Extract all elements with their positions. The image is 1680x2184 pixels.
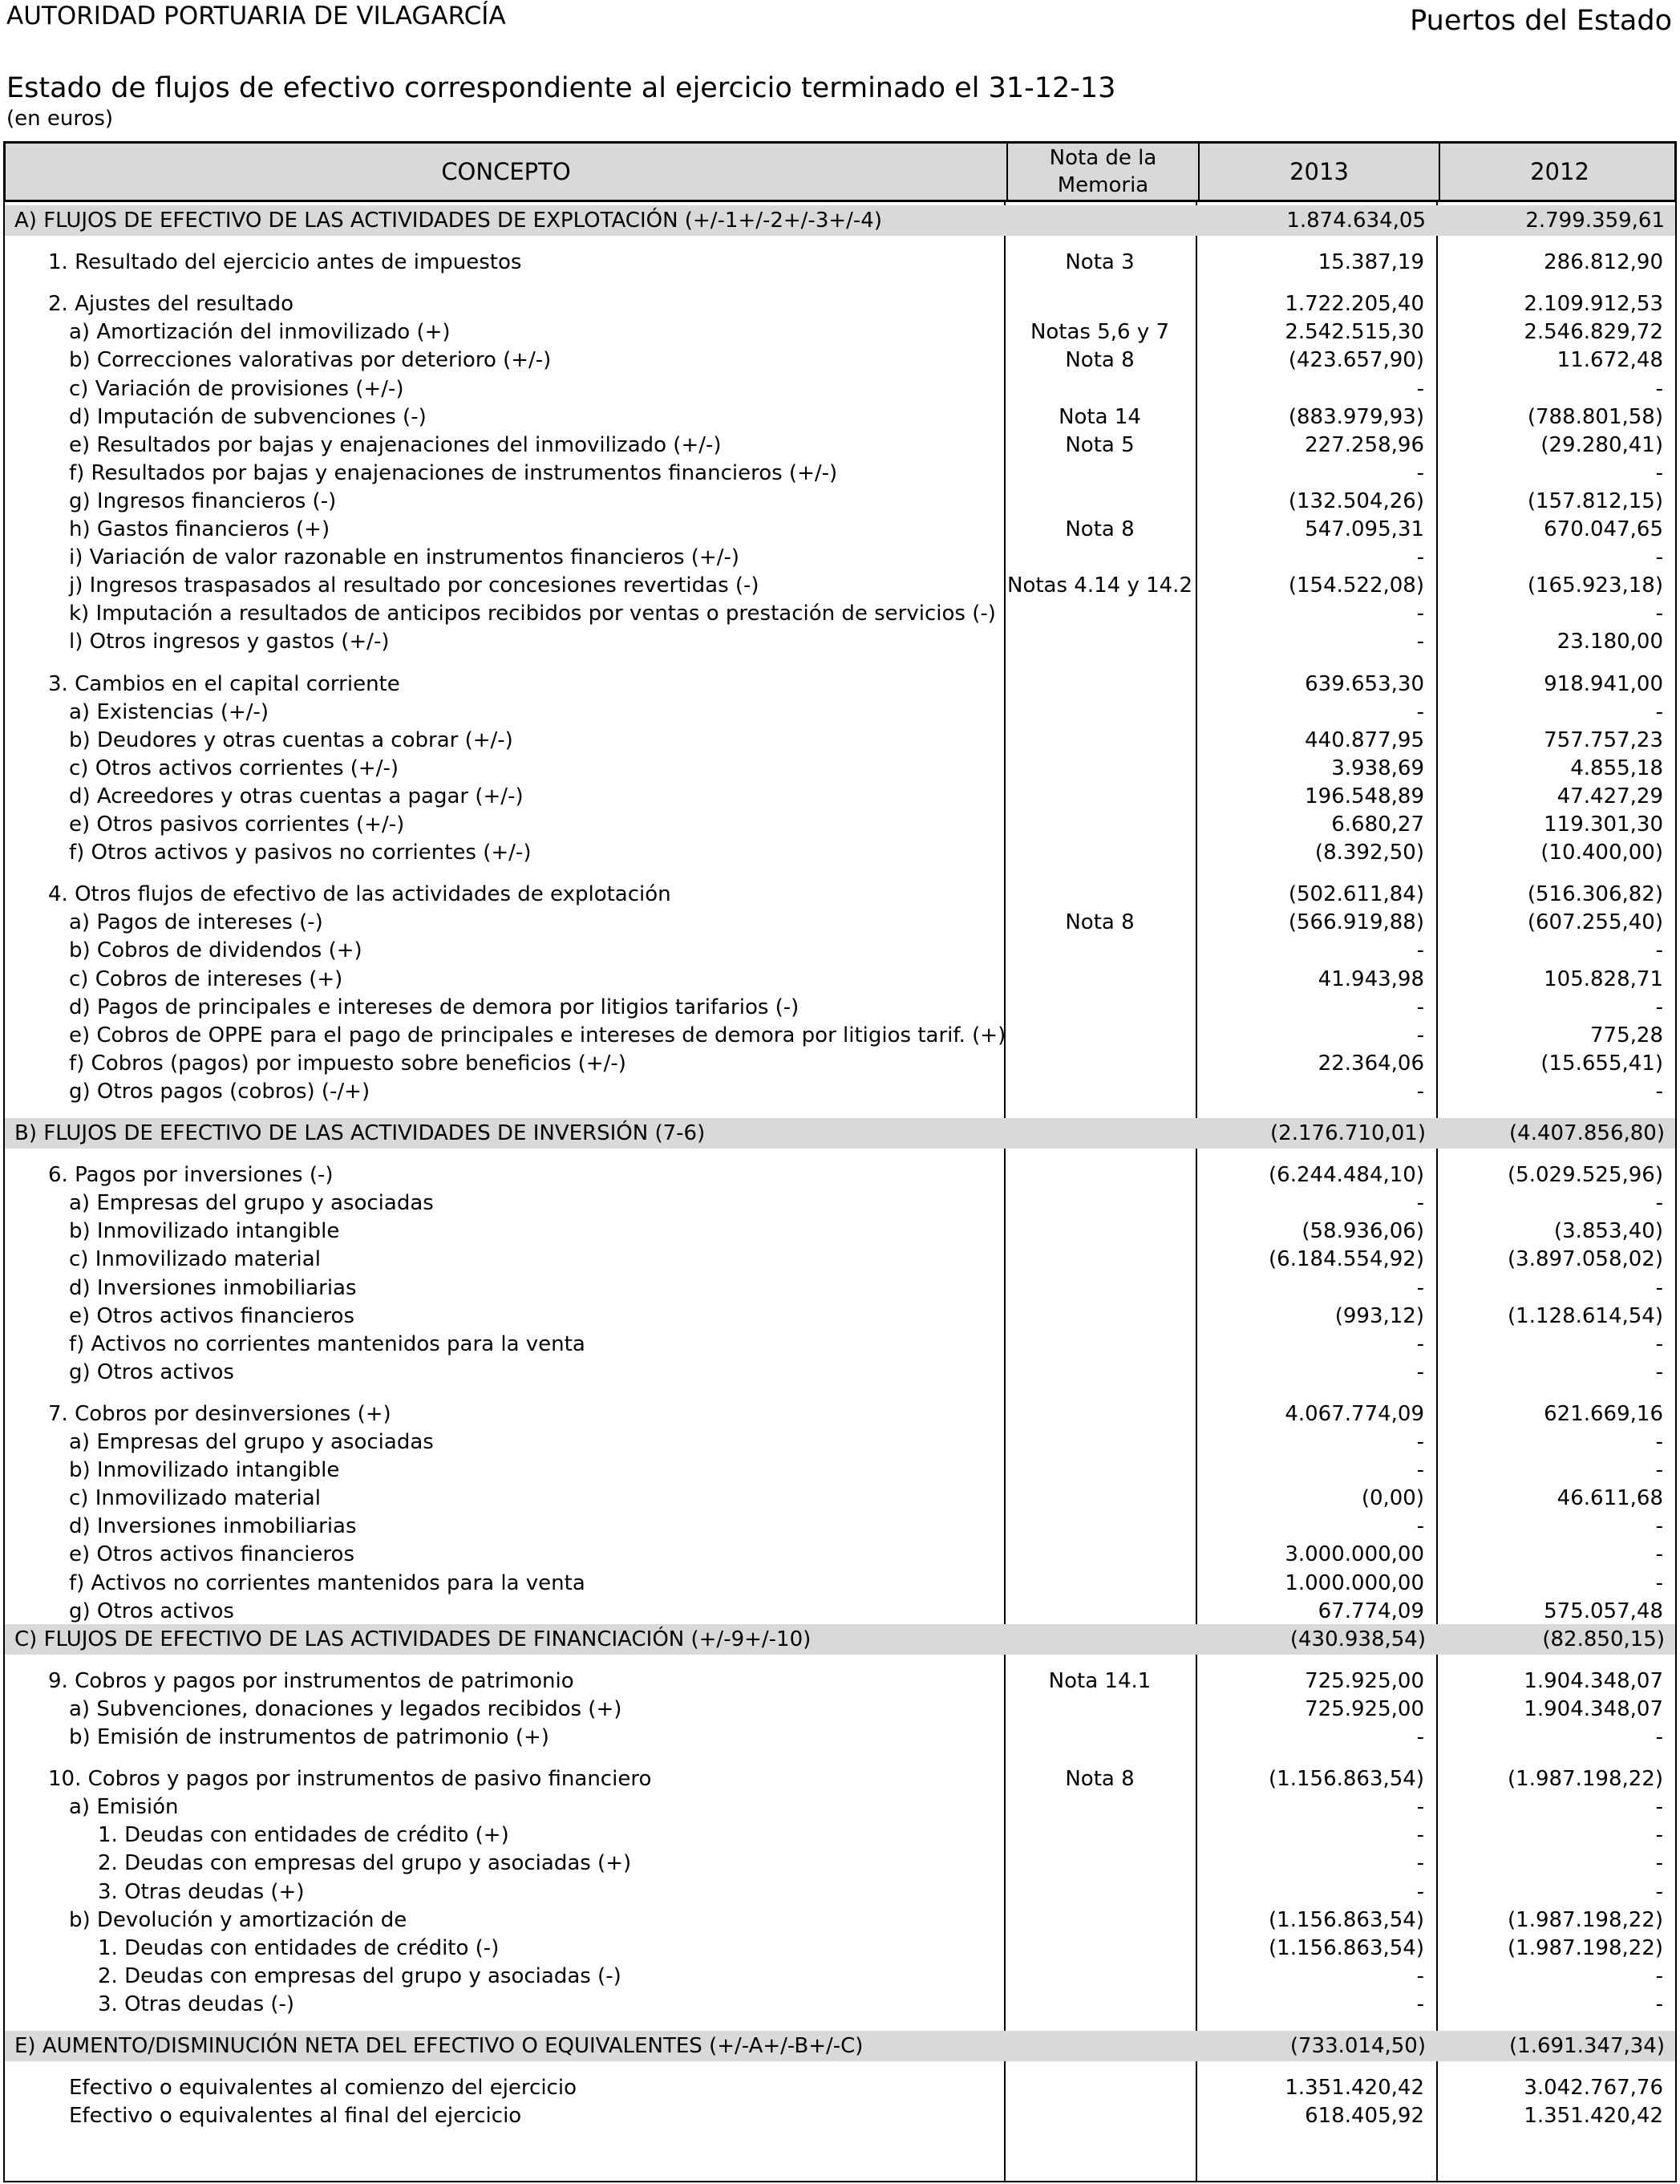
row-value-2013: -: [1416, 602, 1424, 626]
column-header-nota: [1006, 144, 1198, 200]
row-value-2013: (430.938,54): [1289, 1627, 1426, 1651]
table-row: [3, 909, 1677, 937]
row-nota: Nota 5: [1065, 432, 1135, 457]
row-value-2012: (516.306,82): [1527, 882, 1663, 907]
table-row: [3, 1513, 1677, 1541]
row-label: 3. Otras deudas (+): [98, 1879, 305, 1904]
row-nota: Nota 3: [1065, 250, 1135, 275]
column-header-nota-line1: Nota de la: [1049, 146, 1157, 170]
table-row: [3, 994, 1677, 1022]
row-value-2013: -: [1416, 1023, 1424, 1047]
row-label: j) Ingresos traspasados al resultado por concesiones revertidas (-): [69, 573, 759, 598]
row-label: 4. Otros flujos de efectivo de las actividades de explotación: [48, 882, 671, 907]
row-label: 6. Pagos por inversiones (-): [48, 1163, 334, 1188]
row-value-2012: (1.128.614,54): [1508, 1303, 1663, 1328]
row-label: e) Otros pasivos corrientes (+/-): [69, 812, 405, 837]
row-value-2013: (883.979,93): [1288, 404, 1424, 429]
row-value-2013: 2.542.515,30: [1285, 320, 1424, 345]
row-value-2012: -: [1655, 1542, 1663, 1567]
table-row: [3, 2074, 1677, 2102]
row-label: a) Emisión: [69, 1795, 179, 1820]
row-label: 2. Deudas con empresas del grupo y asociadas (-): [98, 1963, 621, 1988]
row-value-2013: 227.258,96: [1305, 432, 1424, 457]
row-value-2013: (423.657,90): [1288, 348, 1424, 373]
row-label: b) Emisión de instrumentos de patrimonio (+): [69, 1725, 549, 1749]
row-value-2013: 196.548,89: [1305, 784, 1424, 808]
row-label: g) Otros activos: [69, 1359, 234, 1384]
row-label: i) Variación de valor razonable en instrumentos financieros (+/-): [69, 545, 739, 570]
row-value-2013: (8.392,50): [1314, 841, 1424, 865]
table-row: [3, 544, 1677, 572]
row-label: g) Ingresos financieros (-): [69, 488, 337, 513]
row-label: c) Cobros de intereses (+): [69, 966, 343, 991]
table-row: [3, 699, 1677, 727]
row-value-2013: -: [1416, 1851, 1424, 1876]
row-nota: Nota 8: [1065, 348, 1135, 373]
table-row: [3, 249, 1677, 277]
row-label: c) Otros activos corrientes (+/-): [69, 756, 399, 780]
row-label: b) Cobros de dividendos (+): [69, 938, 362, 963]
table-row: [3, 1303, 1677, 1331]
row-value-2012: (10.400,00): [1540, 841, 1663, 865]
row-label: c) Inmovilizado material: [69, 1486, 321, 1511]
row-value-2013: (0,00): [1361, 1486, 1424, 1511]
row-label: e) Cobros de OPPE para el pago de principales e intereses de demora por litigios tarif. (+): [69, 1023, 1006, 1047]
row-label: b) Correcciones valorativas por deterioro (+/-): [69, 348, 552, 373]
row-label: E) AUMENTO/DISMINUCIÓN NETA DEL EFECTIVO O EQUIVALENTES (+/-A+/-B+/-C): [14, 2034, 864, 2058]
row-value-2012: 2.799.359,61: [1525, 209, 1665, 233]
row-value-2013: -: [1416, 1795, 1424, 1820]
row-label: b) Inmovilizado intangible: [69, 1219, 340, 1244]
row-value-2013: -: [1416, 938, 1424, 963]
row-label: l) Otros ingresos y gastos (+/-): [69, 630, 390, 654]
row-value-2012: 105.828,71: [1544, 966, 1663, 991]
row-label: 7. Cobros por desinversiones (+): [48, 1401, 391, 1426]
row-value-2012: 2.109.912,53: [1524, 292, 1663, 317]
table-row: [3, 1963, 1677, 1991]
table-row: [3, 290, 1677, 318]
row-value-2013: (132.504,26): [1288, 488, 1424, 513]
table-row: [3, 671, 1677, 699]
table-row: [3, 1724, 1677, 1752]
row-label: 1. Deudas con entidades de crédito (+): [98, 1823, 509, 1848]
row-value-2013: (993,12): [1334, 1303, 1424, 1328]
row-value-2013: (6.184.554,92): [1269, 1247, 1424, 1272]
row-value-2012: (1.987.198,22): [1508, 1935, 1663, 1960]
row-value-2012: -: [1655, 699, 1663, 724]
row-value-2013: -: [1416, 1514, 1424, 1539]
row-value-2013: (6.244.484,10): [1269, 1163, 1424, 1188]
row-value-2012: 23.180,00: [1557, 630, 1663, 654]
row-value-2012: -: [1655, 545, 1663, 570]
row-value-2012: -: [1655, 376, 1663, 401]
row-label: d) Inversiones inmobiliarias: [69, 1514, 357, 1539]
row-label: g) Otros pagos (cobros) (-/+): [69, 1079, 370, 1104]
row-value-2012: 670.047,65: [1544, 517, 1663, 541]
table-row: [3, 811, 1677, 839]
row-value-2013: -: [1416, 1359, 1424, 1384]
row-label: d) Imputación de subvenciones (-): [69, 404, 427, 429]
row-label: a) Pagos de intereses (-): [69, 910, 323, 935]
row-label: d) Pagos de principales e intereses de demora por litigios tarifarios (-): [69, 995, 800, 1019]
table-row: [3, 1246, 1677, 1274]
row-label: f) Otros activos y pasivos no corrientes (+/-): [69, 841, 532, 865]
row-value-2012: 119.301,30: [1544, 812, 1663, 837]
row-label: a) Amortización del inmovilizado (+): [69, 320, 451, 345]
row-label: a) Empresas del grupo y asociadas: [69, 1191, 434, 1216]
row-value-2013: 547.095,31: [1305, 517, 1424, 541]
section-row: [5, 205, 1675, 236]
row-label: f) Resultados por bajas y enajenaciones de instrumentos financieros (+/-): [69, 460, 838, 485]
table-row: [3, 783, 1677, 811]
row-value-2013: -: [1416, 699, 1424, 724]
row-nota: Nota 14.1: [1048, 1668, 1152, 1693]
row-value-2012: (607.255,40): [1527, 910, 1663, 935]
row-value-2013: -: [1416, 1963, 1424, 1988]
table-row: [3, 1598, 1677, 1626]
section-row: [5, 1118, 1675, 1149]
column-header-year-2013: 2013: [1198, 144, 1439, 200]
row-value-2013: -: [1416, 1879, 1424, 1904]
table-row: [3, 1906, 1677, 1935]
row-value-2013: (566.919,88): [1288, 910, 1424, 935]
row-value-2012: 1.904.348,07: [1524, 1668, 1663, 1693]
row-label: e) Otros activos financieros: [69, 1303, 355, 1328]
row-label: 1. Resultado del ejercicio antes de impuestos: [48, 250, 522, 275]
row-label: e) Resultados por bajas y enajenaciones del inmovilizado (+/-): [69, 432, 722, 457]
row-value-2013: 1.000.000,00: [1285, 1570, 1424, 1595]
table-row: [3, 755, 1677, 783]
row-nota: Notas 5,6 y 7: [1030, 320, 1170, 345]
table-row: [3, 1428, 1677, 1457]
row-value-2013: (1.156.863,54): [1269, 1935, 1424, 1960]
table-row: [3, 1189, 1677, 1218]
row-nota: Nota 8: [1065, 1767, 1135, 1792]
table-row: [3, 1541, 1677, 1569]
row-value-2012: (29.280,41): [1540, 432, 1663, 457]
row-value-2013: (58.936,06): [1301, 1219, 1424, 1244]
row-value-2012: -: [1655, 1879, 1663, 1904]
row-value-2012: -: [1655, 1963, 1663, 1988]
row-label: a) Existencias (+/-): [69, 699, 269, 724]
row-label: d) Inversiones inmobiliarias: [69, 1275, 357, 1300]
row-value-2013: 22.364,06: [1318, 1051, 1424, 1076]
row-label: f) Cobros (pagos) por impuesto sobre beneficios (+/-): [69, 1051, 626, 1076]
row-label: C) FLUJOS DE EFECTIVO DE LAS ACTIVIDADES DE FINANCIACIÓN (+/-9+/-10): [14, 1627, 812, 1651]
row-value-2012: (15.655,41): [1540, 1051, 1663, 1076]
table-row: [3, 1570, 1677, 1598]
table-row: [3, 628, 1677, 656]
row-value-2013: (1.156.863,54): [1269, 1907, 1424, 1932]
row-value-2012: (3.853,40): [1553, 1219, 1663, 1244]
table-row: [3, 1850, 1677, 1878]
row-value-2013: 3.000.000,00: [1285, 1542, 1424, 1567]
row-value-2012: -: [1655, 1851, 1663, 1876]
table-row: [3, 1935, 1677, 1963]
document-subtitle: (en euros): [6, 107, 114, 131]
table-row: [3, 2102, 1677, 2130]
row-value-2013: -: [1416, 545, 1424, 570]
row-value-2012: (165.923,18): [1527, 573, 1663, 598]
table-row: [3, 1022, 1677, 1050]
table-row: [3, 1991, 1677, 2019]
row-value-2012: -: [1655, 1359, 1663, 1384]
row-value-2012: 575.057,48: [1544, 1598, 1663, 1623]
row-value-2012: 918.941,00: [1544, 671, 1663, 696]
table-row: [3, 318, 1677, 346]
table-row: [3, 1485, 1677, 1513]
row-value-2012: -: [1655, 1795, 1663, 1820]
row-value-2012: (4.407.856,80): [1509, 1121, 1665, 1145]
table-row: [3, 1331, 1677, 1359]
row-label: f) Activos no corrientes mantenidos para la venta: [69, 1331, 585, 1356]
table-row: [3, 1400, 1677, 1428]
row-label: 10. Cobros y pagos por instrumentos de pasivo financiero: [48, 1767, 652, 1792]
column-header-concepto: CONCEPTO: [441, 158, 571, 185]
row-value-2012: -: [1655, 1079, 1663, 1104]
row-value-2013: 41.943,98: [1318, 966, 1424, 991]
table-row: [3, 1667, 1677, 1696]
row-value-2013: (1.156.863,54): [1269, 1767, 1424, 1792]
row-label: A) FLUJOS DE EFECTIVO DE LAS ACTIVIDADES DE EXPLOTACIÓN (+/-1+/-2+/-3+/-4): [14, 209, 882, 233]
table-row: [3, 881, 1677, 909]
row-label: b) Devolución y amortización de: [69, 1907, 407, 1932]
row-nota: Nota 8: [1065, 910, 1135, 935]
column-header-year-2012: 2012: [1439, 144, 1679, 200]
row-label: 9. Cobros y pagos por instrumentos de patrimonio: [48, 1668, 574, 1693]
row-label: 3. Otras deudas (-): [98, 1992, 295, 2016]
table-row: [3, 1765, 1677, 1793]
row-value-2012: -: [1655, 1191, 1663, 1216]
row-value-2012: (5.029.525,96): [1508, 1163, 1663, 1188]
table-row: [3, 839, 1677, 867]
document-title: Estado de flujos de efectivo correspondiente al ejercicio terminado el 31-12-13: [6, 72, 1116, 104]
row-value-2012: (157.812,15): [1527, 488, 1663, 513]
row-value-2013: 618.405,92: [1305, 2104, 1424, 2129]
row-value-2013: (2.176.710,01): [1270, 1121, 1426, 1145]
row-value-2013: -: [1416, 1823, 1424, 1848]
organization-name: AUTORIDAD PORTUARIA DE VILAGARCÍA: [6, 2, 506, 30]
table-row: [3, 1793, 1677, 1821]
table-row: [3, 488, 1677, 516]
table-row: [3, 727, 1677, 755]
section-row: [5, 2031, 1675, 2061]
row-value-2013: -: [1416, 376, 1424, 401]
row-label: 1. Deudas con entidades de crédito (-): [98, 1935, 500, 1960]
row-value-2012: 1.904.348,07: [1524, 1696, 1663, 1721]
row-value-2013: (154.522,08): [1288, 573, 1424, 598]
row-value-2012: 1.351.420,42: [1524, 2104, 1663, 2129]
table-header: [3, 141, 1677, 202]
row-value-2013: 1.722.205,40: [1285, 292, 1424, 317]
row-label: 3. Cambios en el capital corriente: [48, 671, 400, 696]
row-value-2013: -: [1416, 1191, 1424, 1216]
table-bottom-border: [3, 2181, 1677, 2182]
row-value-2012: -: [1655, 995, 1663, 1019]
table-row: [3, 346, 1677, 375]
row-value-2013: -: [1416, 460, 1424, 485]
row-value-2013: -: [1416, 1458, 1424, 1483]
row-nota: Notas 4.14 y 14.2: [1007, 573, 1192, 598]
row-label: k) Imputación a resultados de anticipos recibidos por ventas o prestación de servicios (-): [69, 602, 996, 626]
row-value-2012: -: [1655, 938, 1663, 963]
table-row: [3, 600, 1677, 628]
table-row: [3, 1821, 1677, 1850]
row-value-2012: 286.812,90: [1544, 250, 1663, 275]
row-value-2012: 757.757,23: [1544, 727, 1663, 752]
table-row: [3, 1878, 1677, 1906]
row-value-2013: 725.925,00: [1305, 1668, 1424, 1693]
row-nota: Nota 14: [1059, 404, 1141, 429]
table-row: [3, 1078, 1677, 1106]
table-row: [3, 1274, 1677, 1303]
table-row: [3, 1050, 1677, 1078]
row-value-2012: (1.987.198,22): [1508, 1767, 1663, 1792]
row-label: Efectivo o equivalentes al comienzo del ejercicio: [69, 2076, 577, 2101]
row-value-2013: 6.680,27: [1331, 812, 1424, 837]
row-value-2013: 725.925,00: [1305, 1696, 1424, 1721]
section-row: [5, 1624, 1675, 1655]
row-value-2012: 3.042.767,76: [1524, 2076, 1663, 2101]
table-row: [3, 460, 1677, 488]
table-row: [3, 1696, 1677, 1724]
table-row: [3, 1218, 1677, 1246]
row-value-2012: 775,28: [1590, 1023, 1663, 1047]
row-value-2012: 621.669,16: [1544, 1401, 1663, 1426]
row-value-2012: -: [1655, 1570, 1663, 1595]
row-value-2012: 2.546.829,72: [1524, 320, 1663, 345]
row-value-2013: -: [1416, 1079, 1424, 1104]
cash-flow-table: [3, 141, 1678, 2182]
row-label: b) Deudores y otras cuentas a cobrar (+/-): [69, 727, 513, 752]
row-label: a) Empresas del grupo y asociadas: [69, 1430, 434, 1454]
row-label: 2. Deudas con empresas del grupo y asociadas (+): [98, 1851, 632, 1876]
table-row: [3, 937, 1677, 965]
row-label: a) Subvenciones, donaciones y legados recibidos (+): [69, 1696, 622, 1721]
table-row: [3, 966, 1677, 994]
row-value-2013: 15.387,19: [1318, 250, 1424, 275]
row-value-2012: -: [1655, 1331, 1663, 1356]
row-value-2012: (3.897.058,02): [1508, 1247, 1663, 1272]
row-value-2013: 67.774,09: [1318, 1598, 1424, 1623]
row-value-2013: -: [1416, 1275, 1424, 1300]
row-value-2012: -: [1655, 1514, 1663, 1539]
row-value-2012: -: [1655, 1430, 1663, 1454]
row-value-2012: (788.801,58): [1527, 404, 1663, 429]
row-value-2013: -: [1416, 1430, 1424, 1454]
row-value-2012: 47.427,29: [1557, 784, 1663, 808]
row-value-2012: -: [1655, 1823, 1663, 1848]
row-value-2013: 440.877,95: [1305, 727, 1424, 752]
row-nota: Nota 8: [1065, 517, 1135, 541]
row-value-2012: -: [1655, 1992, 1663, 2016]
row-value-2013: -: [1416, 630, 1424, 654]
row-value-2013: 4.067.774,09: [1285, 1401, 1424, 1426]
row-label: c) Inmovilizado material: [69, 1247, 321, 1272]
table-row: [3, 572, 1677, 600]
row-label: b) Inmovilizado intangible: [69, 1458, 340, 1483]
row-value-2012: -: [1655, 460, 1663, 485]
row-label: d) Acreedores y otras cuentas a pagar (+/-): [69, 784, 524, 808]
row-value-2013: -: [1416, 1992, 1424, 2016]
row-label: 2. Ajustes del resultado: [48, 292, 293, 317]
row-value-2012: 46.611,68: [1557, 1486, 1663, 1511]
row-value-2013: (733.014,50): [1289, 2034, 1426, 2058]
table-row: [3, 375, 1677, 403]
row-value-2013: -: [1416, 1331, 1424, 1356]
row-value-2013: 1.351.420,42: [1285, 2076, 1424, 2101]
column-header-nota-line2: Memoria: [1057, 173, 1149, 197]
row-value-2012: -: [1655, 1275, 1663, 1300]
row-value-2013: 1.874.634,05: [1286, 209, 1426, 233]
row-label: B) FLUJOS DE EFECTIVO DE LAS ACTIVIDADES DE INVERSIÓN (7-6): [14, 1121, 706, 1145]
row-value-2013: 3.938,69: [1331, 756, 1424, 780]
row-label: f) Activos no corrientes mantenidos para la venta: [69, 1570, 585, 1595]
row-value-2012: -: [1655, 1458, 1663, 1483]
row-label: c) Variación de provisiones (+/-): [69, 376, 404, 401]
table-row: [3, 432, 1677, 460]
row-value-2012: 11.672,48: [1557, 348, 1663, 373]
row-value-2013: 639.653,30: [1305, 671, 1424, 696]
table-row: [3, 1457, 1677, 1485]
row-value-2012: -: [1655, 602, 1663, 626]
table-row: [3, 516, 1677, 544]
row-value-2013: (502.611,84): [1288, 882, 1424, 907]
table-row: [3, 1161, 1677, 1189]
publisher-name: Puertos del Estado: [1410, 5, 1672, 37]
row-value-2012: -: [1655, 1725, 1663, 1749]
row-label: Efectivo o equivalentes al final del ejercicio: [69, 2104, 522, 2129]
row-value-2012: (82.850,15): [1542, 1627, 1665, 1651]
table-row: [3, 1359, 1677, 1387]
row-value-2012: 4.855,18: [1570, 756, 1663, 780]
row-value-2012: (1.987.198,22): [1508, 1907, 1663, 1932]
row-value-2013: -: [1416, 1725, 1424, 1749]
row-value-2012: (1.691.347,34): [1509, 2034, 1665, 2058]
row-label: h) Gastos financieros (+): [69, 517, 330, 541]
row-label: g) Otros activos: [69, 1598, 234, 1623]
row-value-2013: -: [1416, 995, 1424, 1019]
row-label: e) Otros activos financieros: [69, 1542, 355, 1567]
table-row: [3, 403, 1677, 432]
